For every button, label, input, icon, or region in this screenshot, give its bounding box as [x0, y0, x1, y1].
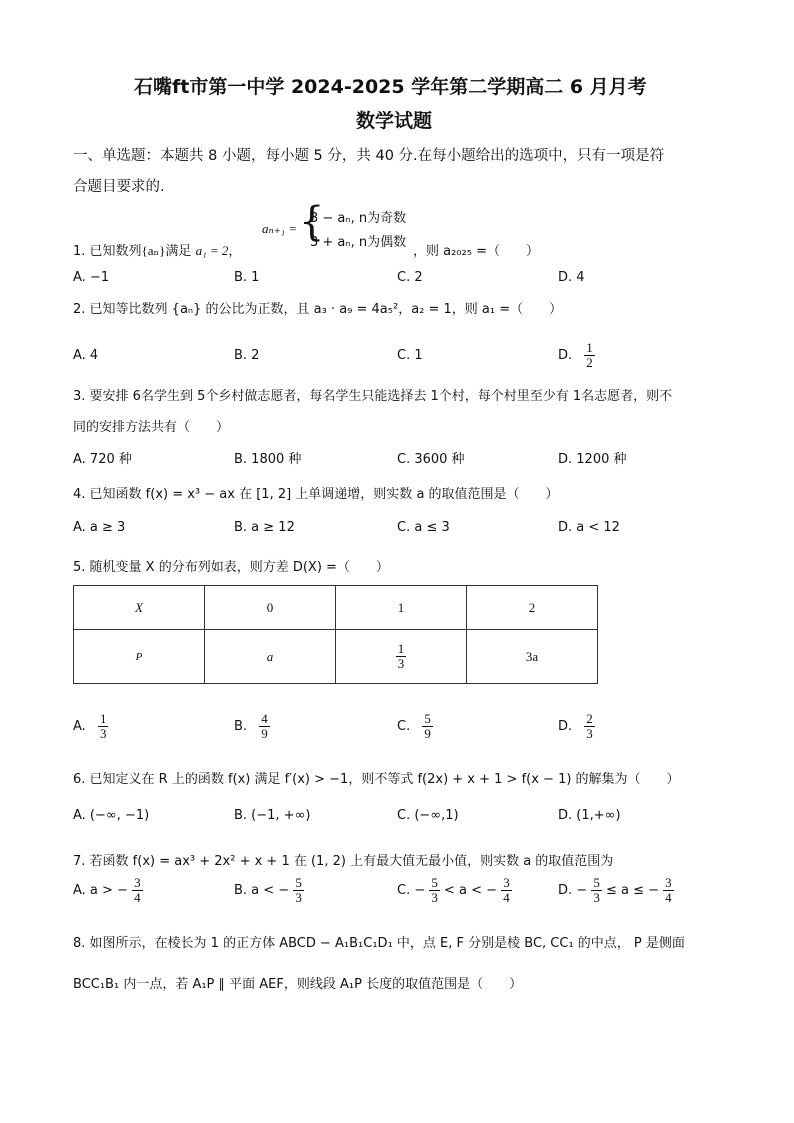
q4-text: 4. 已知函数 f(x) = x³ − ax 在 [1, 2] 上单调递增，则实数 a 的取值范围是（ ） [73, 487, 559, 502]
q1-comma: ， [228, 244, 242, 259]
q5-option-c[interactable] [397, 712, 433, 741]
q2-option-b[interactable]: B. 2 [234, 348, 260, 363]
table-row [74, 630, 598, 684]
q3-option-b[interactable]: B. 1800 种 [234, 452, 302, 467]
fraction-num: 5 [593, 875, 600, 890]
section-heading-line2: 合题目要求的. [73, 179, 165, 195]
table-cell: a [205, 630, 336, 684]
fraction-num: 4 [261, 711, 268, 726]
q2-option-d-den: 2 [586, 355, 593, 370]
q1-prefix-text: 1. 已知数列 [73, 244, 142, 259]
q5-option-a-label: A. [73, 719, 86, 734]
q5-option-b[interactable] [234, 712, 270, 741]
q6-text: 6. 已知定义在 R 上的函数 f(x) 满足 f′(x) > −1，则不等式 f(2x) + x + 1 > f(x − 1) 的解集为（ ） [73, 772, 680, 787]
q4-option-a[interactable]: A. a ≥ 3 [73, 520, 126, 535]
q3-option-d[interactable]: D. 1200 种 [558, 452, 627, 467]
q6-option-c[interactable]: C. (−∞,1) [397, 808, 459, 823]
q5-option-d[interactable] [558, 712, 595, 741]
q5-option-c-fraction [422, 712, 433, 741]
q3-option-a[interactable]: A. 720 种 [73, 452, 132, 467]
q7-option-a-fraction [132, 876, 143, 905]
q1-recurrence-lhs: aₙ₊₁ = [262, 221, 298, 236]
fraction-num: 5 [295, 875, 302, 890]
q5-option-c-label: C. [397, 719, 411, 734]
q7-option-c-mid: < a < − [444, 883, 498, 898]
fraction-den: 3 [99, 726, 107, 741]
q7-option-b-prefix: B. a < − [234, 883, 290, 898]
table-fraction-den: 3 [397, 656, 405, 671]
q7-option-c-prefix: C. − [397, 883, 426, 898]
fraction-den: 3 [295, 890, 302, 905]
fraction-num: 3 [503, 875, 510, 890]
fraction-num: 1 [99, 711, 107, 726]
exam-subtitle: 数学试题 [356, 110, 433, 132]
q8-line1: 8. 如图所示，在棱长为 1 的正方体 ABCD − A₁B₁C₁D₁ 中，点 E, F 分别是棱 BC, CC₁ 的中点， P 是侧面 [73, 936, 685, 951]
q3-line1: 3. 要安排 6名学生到 5个乡村做志愿者，每名学生只能选择去 1个村，每个村里至少有 1名志愿者，则不 [73, 389, 673, 404]
fraction-den: 4 [665, 890, 672, 905]
table-cell: 0 [205, 586, 336, 630]
fraction-den: 4 [134, 890, 141, 905]
fraction-num: 2 [586, 711, 593, 726]
q2-option-d[interactable] [558, 341, 595, 370]
q7-option-d-mid: ≤ a ≤ − [605, 883, 659, 898]
q2-option-d-label: D. [558, 348, 573, 363]
fraction-num: 5 [424, 711, 431, 726]
table-cell: 3a [467, 630, 598, 684]
fraction-den: 3 [586, 726, 593, 741]
q2-option-c[interactable]: C. 1 [397, 348, 423, 363]
table-fraction [396, 642, 407, 671]
q6-option-b[interactable]: B. (−1, +∞) [234, 808, 311, 823]
table-cell: X [74, 586, 205, 630]
fraction-num: 3 [134, 875, 141, 890]
q1-option-a[interactable]: A. −1 [73, 270, 110, 285]
table-cell: 2 [467, 586, 598, 630]
q7-option-d-fraction-1 [591, 876, 602, 905]
q7-option-a[interactable] [73, 876, 143, 905]
q6-option-a[interactable]: A. (−∞, −1) [73, 808, 150, 823]
q5-option-b-fraction [259, 712, 270, 741]
fraction-den: 3 [593, 890, 600, 905]
exam-title: 石嘴ft市第一中学 2024-2025 学年第二学期高二 6 月月考 [134, 76, 647, 98]
q7-text: 7. 若函数 f(x) = ax³ + 2x² + x + 1 在 (1, 2) 上有最大值无最小值，则实数 a 的取值范围为 [73, 854, 614, 869]
q5-option-b-label: B. [234, 719, 248, 734]
fraction-den: 9 [261, 726, 268, 741]
q1-case-even: 3 + aₙ, n为偶数 [310, 235, 407, 250]
q1-option-b[interactable]: B. 1 [234, 270, 260, 285]
q1-option-d[interactable]: D. 4 [558, 270, 585, 285]
fraction-den: 4 [503, 890, 510, 905]
fraction-den: 3 [431, 890, 438, 905]
table-cell: P [74, 630, 205, 684]
q7-option-c-fraction-2 [501, 876, 512, 905]
q1-initial-term: a₁ = 2 [195, 243, 229, 258]
q1-tail: ，则 a₂₀₂₅ =（ ） [413, 244, 539, 259]
table-cell: 1 [336, 586, 467, 630]
q8-line2: BCC₁B₁ 内一点，若 A₁P ∥ 平面 AEF，则线段 A₁P 长度的取值范围是（ ） [73, 977, 523, 992]
q4-option-c[interactable]: C. a ≤ 3 [397, 520, 450, 535]
q1-brace: { [299, 199, 325, 245]
q1-case-odd: 3 − aₙ, n为奇数 [310, 211, 407, 226]
q5-option-a[interactable] [73, 712, 108, 741]
q7-option-b[interactable] [234, 876, 304, 905]
q2-text: 2. 已知等比数列 {aₙ} 的公比为正数，且 a₃ · a₉ = 4a₅²，a₂ = 1，则 a₁ =（ ） [73, 302, 563, 317]
q7-option-d-fraction-2 [663, 876, 674, 905]
q7-option-b-fraction [293, 876, 304, 905]
distribution-table [73, 585, 598, 684]
q4-option-d[interactable]: D. a < 12 [558, 520, 620, 535]
q2-option-a[interactable]: A. 4 [73, 348, 99, 363]
q6-option-d[interactable]: D. (1,+∞) [558, 808, 621, 823]
q2-option-d-num: 1 [586, 340, 593, 355]
q5-option-d-fraction [584, 712, 595, 741]
fraction-den: 9 [424, 726, 431, 741]
q7-option-c[interactable] [397, 876, 512, 905]
table-row [74, 586, 598, 630]
q2-option-d-fraction [584, 341, 595, 370]
q1-prefix [73, 240, 241, 259]
q1-sequence: {aₙ} [141, 243, 166, 258]
q5-option-d-label: D. [558, 719, 573, 734]
q1-mid-text: 满足 [165, 244, 192, 259]
fraction-num: 3 [665, 875, 672, 890]
section-heading-line1: 一、单选题：本题共 8 小题，每小题 5 分，共 40 分.在每小题给出的选项中，只有一项是符 [73, 148, 665, 164]
table-cell [336, 630, 467, 684]
table-fraction-num: 1 [397, 641, 405, 656]
q5-option-a-fraction [98, 712, 109, 741]
q7-option-d[interactable] [558, 876, 674, 905]
q1-option-c[interactable]: C. 2 [397, 270, 423, 285]
q5-text: 5. 随机变量 X 的分布列如表，则方差 D(X) =（ ） [73, 560, 389, 575]
fraction-num: 5 [431, 875, 438, 890]
q7-option-d-prefix: D. − [558, 883, 588, 898]
q4-option-b[interactable]: B. a ≥ 12 [234, 520, 295, 535]
q3-option-c[interactable]: C. 3600 种 [397, 452, 465, 467]
q7-option-a-prefix: A. a > − [73, 883, 128, 898]
q3-line2: 同的安排方法共有（ ） [73, 420, 230, 435]
q7-option-c-fraction-1 [429, 876, 440, 905]
